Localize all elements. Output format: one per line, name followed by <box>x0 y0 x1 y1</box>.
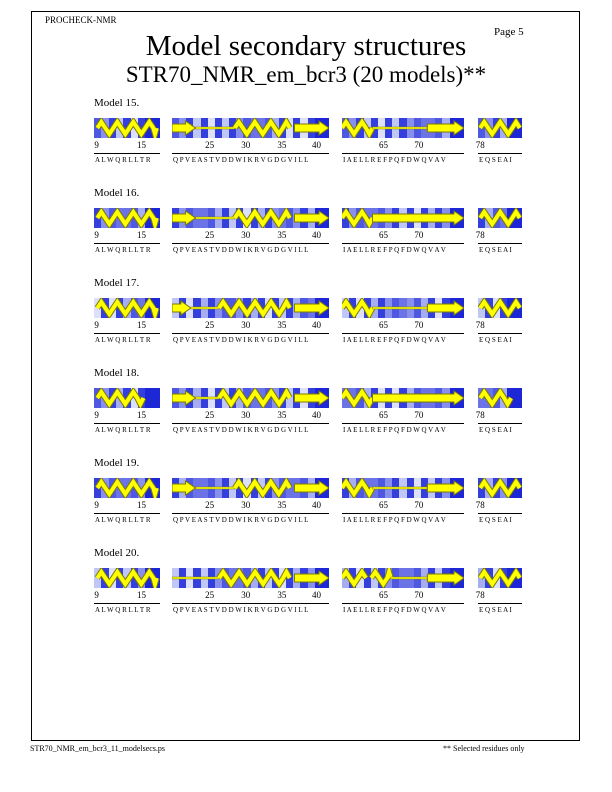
residue-number-tick: 70 <box>414 140 424 150</box>
strand-arrow-glyph <box>172 481 196 495</box>
residue-number-tick: 30 <box>241 230 251 240</box>
secondary-structure-glyphs <box>478 118 522 138</box>
structure-segment <box>172 478 329 498</box>
residue-number-tick: 30 <box>241 500 251 510</box>
sequence-divider <box>172 333 329 334</box>
sequence-divider <box>94 513 160 514</box>
coil-line-glyph <box>191 307 219 309</box>
sequence-divider <box>342 243 464 244</box>
helix-glyph <box>480 212 520 224</box>
coil-line-glyph <box>172 577 219 579</box>
residue-number-tick: 40 <box>311 590 321 600</box>
residue-number-tick: 25 <box>205 140 215 150</box>
residue-sequence: E Q S E A I <box>479 426 512 434</box>
coil-line-glyph <box>373 487 428 489</box>
strand-arrow-glyph <box>373 391 465 405</box>
structure-segment <box>478 568 522 588</box>
coil-line-glyph <box>196 487 235 489</box>
strand-arrow-glyph <box>294 121 329 135</box>
residue-sequence: Q P V E A S T V D D W I K R V G D G V I L L <box>173 606 309 614</box>
residue-number-tick: 40 <box>311 140 321 150</box>
residue-sequence: A L W Q R L L T R <box>95 606 151 614</box>
model-label: Model 20. <box>94 547 140 559</box>
coil-line-glyph <box>196 217 235 219</box>
secondary-structure-glyphs <box>94 208 160 228</box>
secondary-structure-glyphs <box>172 568 329 588</box>
coil-line-glyph <box>373 127 428 129</box>
residue-sequence: Q P V E A S T V D D W I K R V G D G V I L L <box>173 516 309 524</box>
model-label: Model 18. <box>94 367 140 379</box>
residue-number-tick: 70 <box>414 320 424 330</box>
model-label: Model 19. <box>94 457 140 469</box>
helix-glyph <box>480 122 520 134</box>
strand-arrow-glyph <box>172 121 196 135</box>
residue-number-tick: 30 <box>241 590 251 600</box>
structure-segment <box>94 118 160 138</box>
coil-line-glyph <box>196 127 235 129</box>
residue-number-tick: 78 <box>475 230 485 240</box>
structure-segment <box>94 298 160 318</box>
structure-segment <box>342 208 464 228</box>
structure-segment <box>342 118 464 138</box>
residue-sequence: Q P V E A S T V D D W I K R V G D G V I L L <box>173 426 309 434</box>
strand-arrow-glyph <box>427 121 464 135</box>
page-number: Page 5 <box>494 26 524 38</box>
sequence-divider <box>478 333 522 334</box>
residue-number-tick: 15 <box>137 140 147 150</box>
residue-number-tick: 70 <box>414 590 424 600</box>
strand-arrow-glyph <box>427 481 464 495</box>
structure-segment <box>94 568 160 588</box>
structure-segment <box>172 208 329 228</box>
residue-number-tick: 65 <box>378 590 388 600</box>
page-title: Model secondary structures <box>145 30 467 62</box>
residue-sequence: I A E L L R E F P Q F D W Q V A V <box>343 336 446 344</box>
strand-arrow-glyph <box>427 301 464 315</box>
helix-glyph <box>480 572 520 584</box>
program-name: PROCHECK-NMR <box>45 15 117 25</box>
residue-number-tick: 9 <box>94 500 99 510</box>
sequence-divider <box>342 513 464 514</box>
structure-segment <box>94 388 160 408</box>
residue-sequence: A L W Q R L L T R <box>95 336 151 344</box>
footer-filename: STR70_NMR_em_bcr3_11_modelsecs.ps <box>30 744 166 753</box>
strand-arrow-glyph <box>373 211 465 225</box>
strand-arrow-glyph <box>294 391 329 405</box>
secondary-structure-glyphs <box>342 118 464 138</box>
residue-number-tick: 65 <box>378 500 388 510</box>
secondary-structure-glyphs <box>342 208 464 228</box>
sequence-divider <box>342 153 464 154</box>
residue-sequence: Q P V E A S T V D D W I K R V G D G V I L L <box>173 246 309 254</box>
sequence-divider <box>94 243 160 244</box>
page-subtitle: STR70_NMR_em_bcr3 (20 models)** <box>125 62 487 87</box>
secondary-structure-glyphs <box>342 388 464 408</box>
residue-number-tick: 25 <box>205 230 215 240</box>
residue-number-tick: 15 <box>137 500 147 510</box>
structure-segment <box>478 388 522 408</box>
secondary-structure-glyphs <box>172 478 329 498</box>
sequence-divider <box>478 423 522 424</box>
sequence-divider <box>478 153 522 154</box>
model-label: Model 17. <box>94 277 140 289</box>
secondary-structure-glyphs <box>478 568 522 588</box>
secondary-structure-glyphs <box>172 208 329 228</box>
residue-number-tick: 78 <box>475 410 485 420</box>
secondary-structure-glyphs <box>94 478 160 498</box>
residue-number-tick: 65 <box>378 230 388 240</box>
residue-sequence: E Q S E A I <box>479 246 512 254</box>
sequence-divider <box>172 603 329 604</box>
residue-number-tick: 35 <box>277 140 287 150</box>
residue-number-tick: 70 <box>414 230 424 240</box>
residue-number-tick: 9 <box>94 230 99 240</box>
structure-segment <box>172 568 329 588</box>
strand-arrow-glyph <box>172 301 191 315</box>
residue-sequence: I A E L L R E F P Q F D W Q V A V <box>343 156 446 164</box>
secondary-structure-glyphs <box>342 478 464 498</box>
secondary-structure-glyphs <box>478 208 522 228</box>
secondary-structure-glyphs <box>94 118 160 138</box>
sequence-divider <box>172 243 329 244</box>
helix-glyph <box>480 302 520 314</box>
residue-sequence: I A E L L R E F P Q F D W Q V A V <box>343 606 446 614</box>
strand-arrow-glyph <box>172 211 196 225</box>
residue-number-tick: 40 <box>311 500 321 510</box>
strand-arrow-glyph <box>294 481 329 495</box>
residue-number-tick: 9 <box>94 140 99 150</box>
structure-segment <box>478 118 522 138</box>
structure-segment <box>94 208 160 228</box>
residue-sequence: A L W Q R L L T R <box>95 246 151 254</box>
residue-number-tick: 25 <box>205 410 215 420</box>
coil-line-glyph <box>196 397 220 399</box>
structure-segment <box>342 568 464 588</box>
strand-arrow-glyph <box>294 301 329 315</box>
residue-sequence: A L W Q R L L T R <box>95 156 151 164</box>
residue-number-tick: 9 <box>94 320 99 330</box>
residue-sequence: Q P V E A S T V D D W I K R V G D G V I L L <box>173 336 309 344</box>
secondary-structure-glyphs <box>478 478 522 498</box>
residue-sequence: I A E L L R E F P Q F D W Q V A V <box>343 246 446 254</box>
residue-number-tick: 35 <box>277 230 287 240</box>
residue-number-tick: 15 <box>137 230 147 240</box>
strand-arrow-glyph <box>294 211 329 225</box>
secondary-structure-glyphs <box>478 298 522 318</box>
sequence-divider <box>172 513 329 514</box>
residue-number-tick: 30 <box>241 140 251 150</box>
residue-number-tick: 15 <box>137 590 147 600</box>
residue-sequence: I A E L L R E F P Q F D W Q V A V <box>343 426 446 434</box>
sequence-divider <box>342 603 464 604</box>
secondary-structure-glyphs <box>94 568 160 588</box>
residue-sequence: A L W Q R L L T R <box>95 426 151 434</box>
secondary-structure-glyphs <box>172 298 329 318</box>
sequence-divider <box>342 423 464 424</box>
secondary-structure-glyphs <box>94 388 160 408</box>
residue-number-tick: 40 <box>311 410 321 420</box>
residue-number-tick: 9 <box>94 590 99 600</box>
coil-line-glyph <box>373 307 428 309</box>
residue-sequence: E Q S E A I <box>479 336 512 344</box>
residue-number-tick: 35 <box>277 500 287 510</box>
residue-number-tick: 30 <box>241 410 251 420</box>
sequence-divider <box>478 243 522 244</box>
residue-number-tick: 25 <box>205 590 215 600</box>
structure-segment <box>478 298 522 318</box>
sequence-divider <box>342 333 464 334</box>
structure-segment <box>172 388 329 408</box>
sequence-divider <box>478 513 522 514</box>
structure-segment <box>478 478 522 498</box>
residue-number-tick: 40 <box>311 230 321 240</box>
residue-sequence: E Q S E A I <box>479 516 512 524</box>
residue-number-tick: 35 <box>277 320 287 330</box>
residue-number-tick: 78 <box>475 590 485 600</box>
sequence-divider <box>94 603 160 604</box>
structure-segment <box>94 478 160 498</box>
residue-number-tick: 65 <box>378 320 388 330</box>
residue-sequence: E Q S E A I <box>479 606 512 614</box>
helix-glyph <box>480 482 520 494</box>
sequence-divider <box>172 153 329 154</box>
structure-segment <box>342 298 464 318</box>
structure-segment <box>478 208 522 228</box>
residue-number-tick: 65 <box>378 410 388 420</box>
residue-sequence: E Q S E A I <box>479 156 512 164</box>
secondary-structure-glyphs <box>172 388 329 408</box>
residue-number-tick: 15 <box>137 410 147 420</box>
sequence-divider <box>94 333 160 334</box>
residue-number-tick: 65 <box>378 140 388 150</box>
residue-number-tick: 25 <box>205 500 215 510</box>
residue-number-tick: 30 <box>241 320 251 330</box>
strand-arrow-glyph <box>294 571 329 585</box>
strand-arrow-glyph <box>427 571 464 585</box>
secondary-structure-glyphs <box>342 298 464 318</box>
sequence-divider <box>172 423 329 424</box>
secondary-structure-glyphs <box>172 118 329 138</box>
residue-number-tick: 78 <box>475 140 485 150</box>
residue-number-tick: 15 <box>137 320 147 330</box>
residue-number-tick: 70 <box>414 500 424 510</box>
residue-number-tick: 78 <box>475 500 485 510</box>
residue-number-tick: 35 <box>277 590 287 600</box>
residue-sequence: A L W Q R L L T R <box>95 516 151 524</box>
structure-segment <box>172 298 329 318</box>
model-label: Model 16. <box>94 187 140 199</box>
structure-segment <box>172 118 329 138</box>
residue-number-tick: 70 <box>414 410 424 420</box>
residue-sequence: Q P V E A S T V D D W I K R V G D G V I L L <box>173 156 309 164</box>
secondary-structure-glyphs <box>478 388 522 408</box>
residue-number-tick: 9 <box>94 410 99 420</box>
residue-number-tick: 35 <box>277 410 287 420</box>
secondary-structure-glyphs <box>342 568 464 588</box>
secondary-structure-glyphs <box>94 298 160 318</box>
structure-segment <box>342 478 464 498</box>
residue-number-tick: 25 <box>205 320 215 330</box>
footer-note: ** Selected residues only <box>443 744 525 753</box>
sequence-divider <box>478 603 522 604</box>
structure-segment <box>342 388 464 408</box>
model-label: Model 15. <box>94 97 140 109</box>
residue-number-tick: 40 <box>311 320 321 330</box>
coil-line-glyph <box>391 577 428 579</box>
strand-arrow-glyph <box>172 391 196 405</box>
residue-sequence: I A E L L R E F P Q F D W Q V A V <box>343 516 446 524</box>
sequence-divider <box>94 423 160 424</box>
residue-number-tick: 78 <box>475 320 485 330</box>
sequence-divider <box>94 153 160 154</box>
